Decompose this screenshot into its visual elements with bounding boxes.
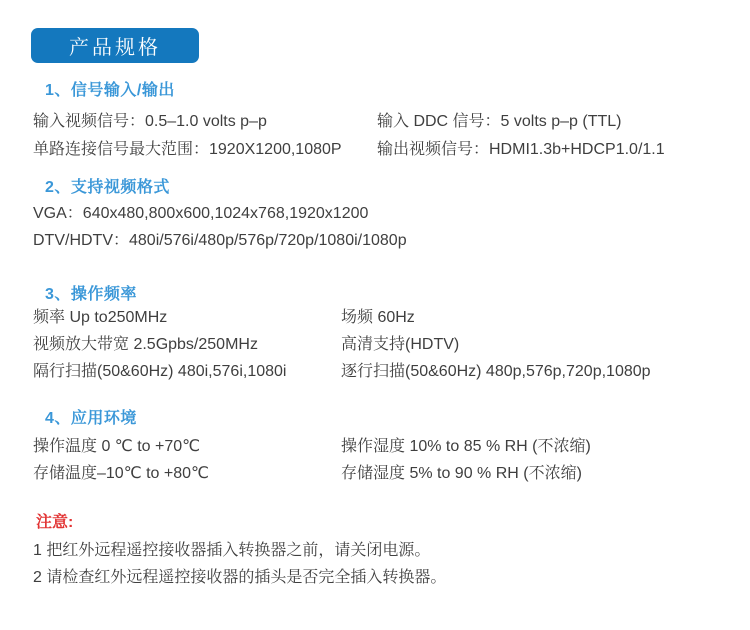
spec-hd-support: 高清支持(HDTV) <box>341 336 460 353</box>
spec-progressive-scan: 逐行扫描(50&60Hz) 480p,576p,720p,1080p <box>341 363 651 380</box>
spec-vga-formats: VGA：640x480,800x600,1024x768,1920x1200 <box>33 205 369 222</box>
spec-operating-humidity: 操作湿度 10% to 85 % RH (不浓缩) <box>341 438 591 455</box>
note-item-1: 1 把红外远程遥控接收器插入转换器之前，请关闭电源。 <box>33 542 431 559</box>
product-spec-banner-label: 产品规格 <box>69 37 161 59</box>
spec-storage-temperature: 存储温度–10℃ to +80℃ <box>33 465 210 482</box>
product-spec-banner <box>31 28 199 63</box>
note-item-2: 2 请检查红外远程遥控接收器的插头是否完全插入转换器。 <box>33 569 447 586</box>
spec-operating-temperature: 操作温度 0 ℃ to +70℃ <box>33 438 201 455</box>
notes-title: 注意: <box>36 514 74 531</box>
section-heading-signal-io: 1、信号输入/输出 <box>45 82 175 99</box>
spec-dtv-hdtv-formats: DTV/HDTV：480i/576i/480p/576p/720p/1080i/1080p <box>33 232 407 249</box>
spec-field-rate: 场频 60Hz <box>341 309 415 326</box>
spec-input-video-signal: 输入视频信号：0.5–1.0 volts p–p <box>33 113 267 130</box>
section-heading-video-formats: 2、支持视频格式 <box>45 179 170 196</box>
spec-storage-humidity: 存储湿度 5% to 90 % RH (不浓缩) <box>341 465 582 482</box>
section-heading-environment: 4、应用环境 <box>45 410 137 427</box>
spec-frequency: 频率 Up to250MHz <box>33 309 168 326</box>
section-heading-operating-frequency: 3、操作频率 <box>45 286 137 303</box>
spec-video-bandwidth: 视频放大带宽 2.5Gpbs/250MHz <box>33 336 258 353</box>
spec-output-video-signal: 输出视频信号：HDMI1.3b+HDCP1.0/1.1 <box>377 141 665 158</box>
spec-input-ddc-signal: 输入 DDC 信号：5 volts p–p (TTL) <box>377 113 622 130</box>
spec-interlaced-scan: 隔行扫描(50&60Hz) 480i,576i,1080i <box>33 363 287 380</box>
spec-single-link-max-range: 单路连接信号最大范围：1920X1200,1080P <box>33 141 342 158</box>
